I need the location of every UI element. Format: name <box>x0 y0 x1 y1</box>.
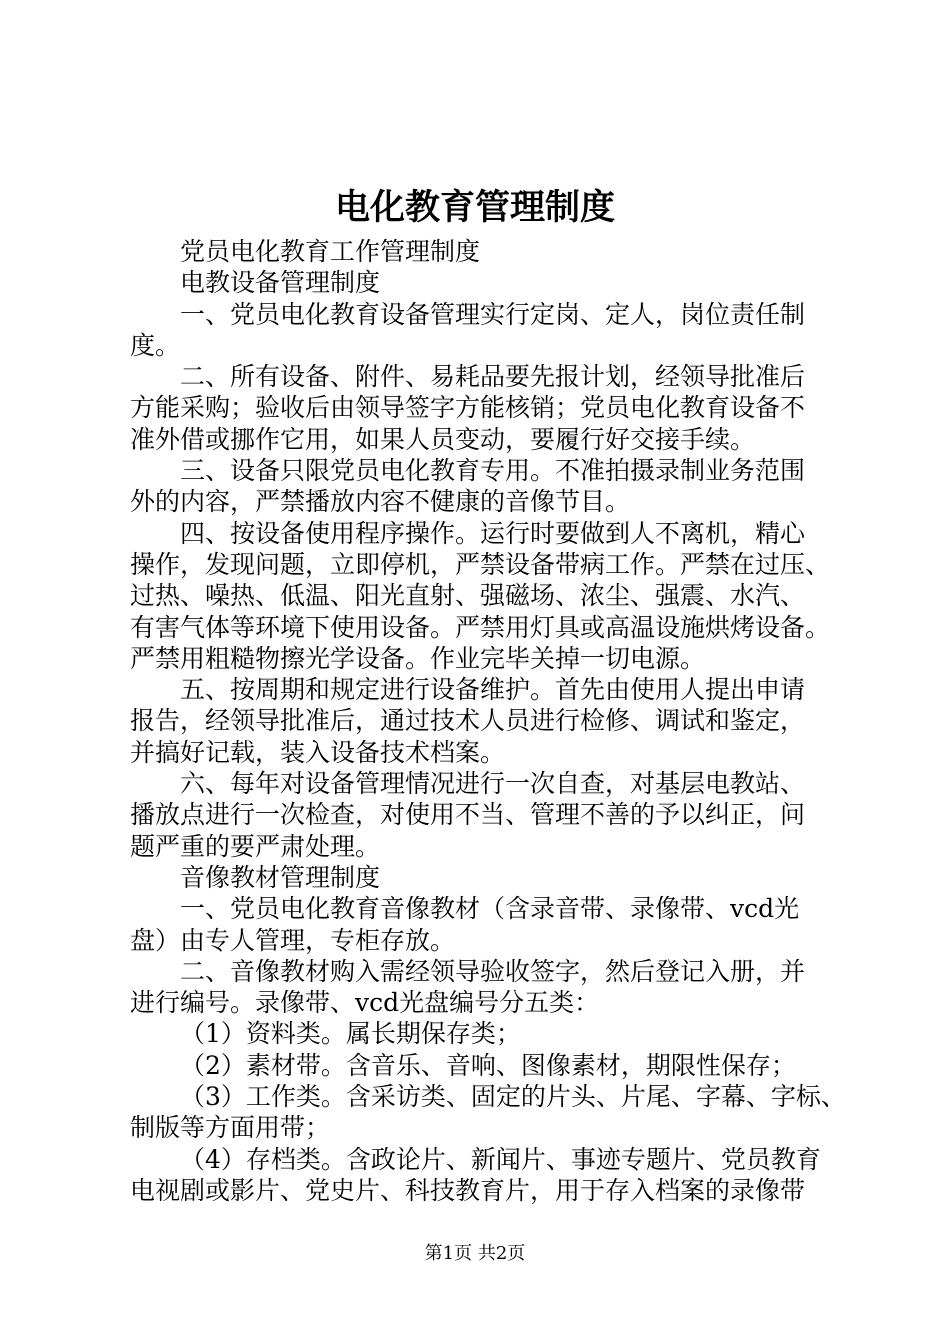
text-line: 电视剧或影片、党史片、科技教育片，用于存入档案的录像带 <box>130 1175 806 1205</box>
text-line: 并搞好记载，装入设备技术档案。 <box>130 737 506 767</box>
page-footer: 第1页 共2页 <box>424 1243 526 1264</box>
text-line: 电教设备管理制度 <box>180 268 381 298</box>
text-line: 准外借或挪作它用，如果人员变动，要履行好交接手续。 <box>130 424 756 454</box>
text-line: 报告，经领导批准后，通过技术人员进行检修、调试和鉴定， <box>130 706 806 736</box>
text-line: 操作，发现问题，立即停机，严禁设备带病工作。严禁在过压、 <box>130 549 831 579</box>
text-line: 四、按设备使用程序操作。运行时要做到人不离机，精心 <box>180 518 806 548</box>
text-line: 六、每年对设备管理情况进行一次自查，对基层电教站、 <box>180 769 806 799</box>
text-line: 制版等方面用带； <box>130 1113 331 1143</box>
text-line: 一、党员电化教育音像教材（含录音带、录像带、vcd光 <box>180 894 800 924</box>
text-line: 音像教材管理制度 <box>180 862 381 892</box>
text-line: 党员电化教育工作管理制度 <box>180 237 481 266</box>
text-line: （4）存档类。含政论片、新闻片、事迹专题片、党员教育 <box>180 1144 821 1174</box>
text-line: 过热、噪热、低温、阳光直射、强磁场、浓尘、强震、水汽、 <box>130 581 806 611</box>
text-line: 五、按周期和规定进行设备维护。首先由使用人提出申请 <box>180 675 806 705</box>
text-line: 严禁用粗糙物擦光学设备。作业完毕关掉一切电源。 <box>130 643 706 673</box>
text-line: 播放点进行一次检查，对使用不当、管理不善的予以纠正，问 <box>130 800 806 830</box>
text-line: （3）工作类。含采访类、固定的片头、片尾、字幕、字标、 <box>180 1082 846 1112</box>
text-line: 有害气体等环境下使用设备。严禁用灯具或高温设施烘烤设备。 <box>130 612 831 642</box>
text-line: 方能采购；验收后由领导签字方能核销；党员电化教育设备不 <box>130 393 806 423</box>
text-line: （2）素材带。含音乐、音响、图像素材，期限性保存； <box>180 1050 796 1080</box>
text-line: 度。 <box>130 330 181 360</box>
text-line: （1）资料类。属长期保存类； <box>180 1019 521 1049</box>
document-body <box>130 236 846 1206</box>
text-line: 二、所有设备、附件、易耗品要先报计划，经领导批准后 <box>180 362 806 392</box>
text-line: 一、党员电化教育设备管理实行定岗、定人，岗位责任制 <box>180 299 806 329</box>
text-line: 外的内容，严禁播放内容不健康的音像节目。 <box>130 487 631 517</box>
text-line: 题严重的要严肃处理。 <box>130 831 381 861</box>
text-line: 三、设备只限党员电化教育专用。不准拍摄录制业务范围 <box>180 456 806 486</box>
text-line: 二、音像教材购入需经领导验收签字，然后登记入册，并 <box>180 956 806 986</box>
text-line: 进行编号。录像带、vcd光盘编号分五类： <box>130 988 600 1018</box>
text-line: 盘）由专人管理，专柜存放。 <box>130 925 456 955</box>
page-title: 电化教育管理制度 <box>334 187 615 228</box>
